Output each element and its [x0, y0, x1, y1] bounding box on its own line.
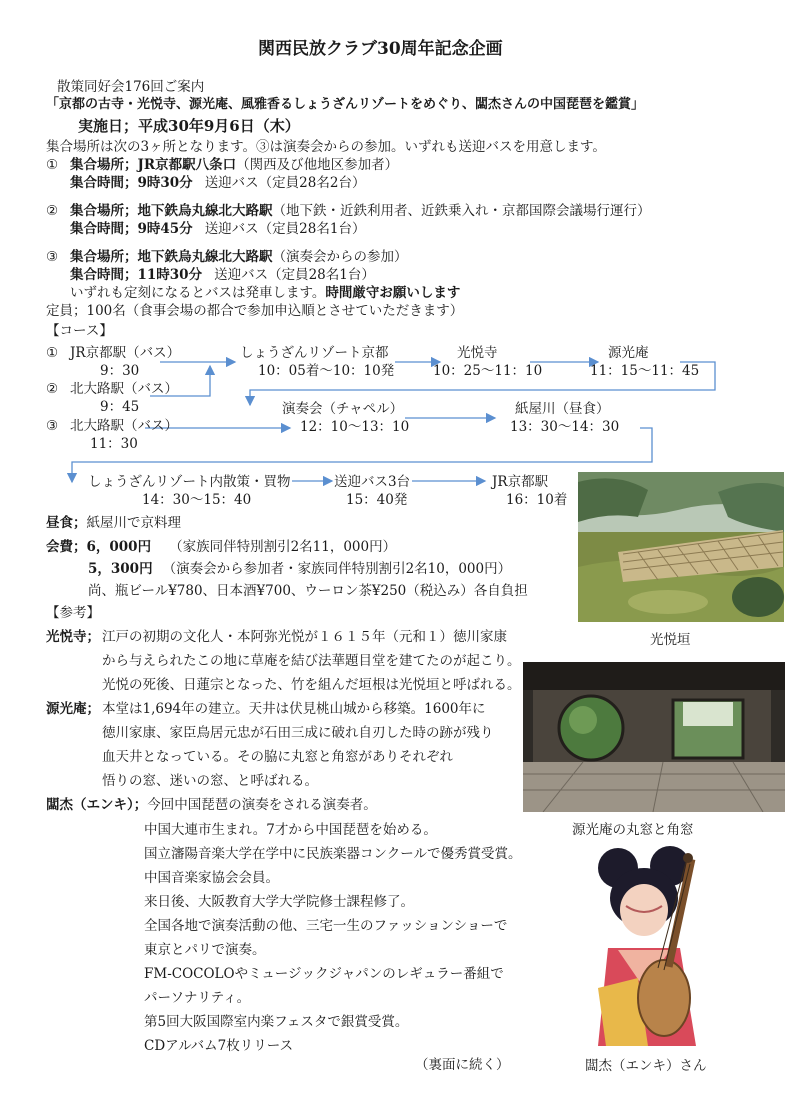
bus-info: 送迎バス（定員28名1台） [204, 221, 366, 237]
enki-portrait-photo [578, 838, 726, 1046]
bus-info: 送迎バス（定員28名1台） [214, 267, 375, 283]
enki-label: 闆杰（エンキ）； [46, 797, 148, 813]
enki-bio-line: FM-COCOLOやミュージックジャパンのレギュラー番組で [144, 966, 504, 982]
stop-kamiyagawa: 紙屋川（昼食） [515, 401, 610, 417]
start-1-label: JR京都駅（バス） [70, 345, 181, 361]
genkoan-line: 本堂は1,694年の建立。天井は伏見桃山城から移築。1600年に [102, 701, 486, 717]
stop-concert: 演奏会（チャペル） [282, 401, 404, 417]
koetsu-fence-caption: 光悦垣 [650, 632, 691, 648]
stop-kamiyagawa-time: 13：30〜14：30 [510, 419, 620, 435]
enki-bio-line: 第5回大阪国際室内楽フェスタで銀賞受賞。 [144, 1014, 409, 1030]
start-1-time: 9：30 [100, 363, 140, 379]
stop-bus-time: 15：40発 [346, 492, 408, 508]
koetsuji-line: 光悦の死後、日蓮宗となった、竹を組んだ垣根は光悦垣と呼ばれる。 [102, 677, 521, 693]
fee-line-2 [88, 560, 511, 578]
capacity-note: 定員；100名（食事会場の都合で参加申込順とさせていただきます） [46, 303, 464, 319]
start-2-number: ② [46, 381, 59, 397]
stop-concert-time: 12：10〜13：10 [300, 419, 410, 435]
start-3-label: 北大路駅（バス） [70, 418, 178, 434]
time-label: 集合時間； [70, 175, 138, 191]
stop-genkoan-time: 11：15〜11：45 [590, 363, 700, 379]
reference-heading: 【参考】 [46, 605, 100, 621]
genkoan-label: 源光庵； [46, 701, 100, 717]
stop-koetsuji-time: 10：25〜11：10 [433, 363, 543, 379]
enki-bio-line: 東京とパリで演奏。 [144, 942, 266, 958]
stop-jr-kyoto: JR京都駅 [492, 474, 549, 490]
enki-bio-line: 中国音楽家協会会員。 [144, 870, 279, 886]
enki-bio-line: パーソナリティ。 [144, 990, 251, 1006]
meeting-time: 9時30分 [137, 175, 193, 191]
fee-amount-1: 6，000円 [86, 539, 152, 555]
koetsu-fence-photo [578, 472, 784, 622]
bus-info: 送迎バス（定員28名2台） [204, 175, 366, 191]
course-heading: 【コース】 [46, 323, 113, 339]
enki-bio-line: 全国各地で演奏活動の他、三宅一生のファッションショーで [144, 918, 508, 934]
meeting-intro: 集合場所は次の3ヶ所となります。③は演奏会からの参加。いずれも送迎バスを用意します。 [46, 139, 606, 155]
place-label: 集合場所； [70, 157, 138, 173]
genkoan-windows-photo [523, 662, 785, 812]
place-note: （地下鉄・近鉄利用者、近鉄乗入れ・京都国際会議場行運行） [272, 203, 651, 219]
page-title: 関西民放クラブ30周年記念企画 [258, 39, 503, 59]
place-label: 集合場所； [70, 203, 138, 219]
lunch-text: 紙屋川で京料理 [86, 515, 181, 531]
enki-intro-line [46, 796, 377, 814]
start-1-number: ① [46, 345, 59, 361]
stop-shozan: しょうざんリゾート京都 [240, 345, 389, 361]
enki-portrait-caption: 闆杰（エンキ）さん [585, 1058, 707, 1074]
start-3-time: 11：30 [90, 436, 138, 452]
enki-bio-line: 国立瀋陽音楽大学在学中に民族楽器コンクールで優秀賞受賞。 [144, 846, 522, 862]
enki-bio-line: 来日後、大阪教育大学大学院修士課程修了。 [144, 894, 414, 910]
time-label: 集合時間； [70, 267, 138, 283]
subtitle-line-1: 散策同好会176回ご案内 [57, 79, 205, 95]
subtitle-line-2: 「京都の古寺・光悦寺、源光庵、風雅香るしょうざんリゾートをめぐり、闆杰さんの中国琵琶を鑑賞」 [46, 97, 645, 112]
place-note: （関西及び他地区参加者） [236, 157, 399, 173]
event-date: 実施日；平成30年9月6日（木） [78, 117, 300, 135]
stop-walk: しょうざんリゾート内散策・買物 [88, 474, 291, 490]
fee-amount-2: 5，300円 [88, 561, 153, 577]
fee-line-3: 尚、瓶ビール¥780、日本酒¥700、ウーロン茶¥250（税込み）各自負担 [88, 583, 528, 599]
koetsuji-line: 江戸の初期の文化人・本阿弥光悦が１６１５年（元和１）徳川家康 [102, 629, 507, 645]
genkoan-line: 徳川家康、家臣鳥居元忠が石田三成に破れ自刃した時の跡が残り [102, 725, 494, 741]
koetsuji-line: から与えられたこの地に草庵を結び法華題目堂を建てたのが起こり。 [102, 653, 521, 669]
punctuality-text: いずれも定刻になるとバスは発車します。 [70, 285, 326, 301]
fee-line-1 [46, 538, 396, 556]
lunch-label: 昼食； [46, 515, 87, 531]
punctuality-emphasis: 時間厳守お願いします [325, 285, 461, 301]
start-2-time: 9：45 [100, 399, 140, 415]
place-label: 集合場所； [70, 249, 138, 265]
genkoan-windows-caption: 源光庵の丸窓と角窓 [572, 822, 694, 838]
genkoan-line: 血天井となっている。その脇に丸窓と角窓がありそれぞれ [102, 749, 453, 765]
start-2-label: 北大路駅（バス） [70, 381, 178, 397]
meeting-number: ② [46, 203, 59, 219]
stop-koetsuji: 光悦寺 [457, 345, 498, 361]
continued-note: （裏面に続く） [415, 1057, 510, 1073]
enki-bio-line: 中国大連市生まれ。7才から中国琵琶を始める。 [144, 822, 437, 838]
meeting-number: ③ [46, 249, 59, 265]
stop-bus: 送迎バス3台 [334, 474, 411, 490]
meeting-time: 9時45分 [137, 221, 193, 237]
stop-jr-kyoto-time: 16：10着 [506, 492, 568, 508]
stop-shozan-time: 10：05着〜10：10発 [258, 363, 395, 379]
place-name: JR京都駅八条口 [137, 157, 237, 173]
place-note: （演奏会からの参加） [272, 249, 408, 265]
time-label: 集合時間； [70, 221, 138, 237]
place-name: 地下鉄烏丸線北大路駅 [137, 249, 273, 265]
koetsuji-label: 光悦寺； [46, 629, 100, 645]
fee-note-2: （演奏会から参加者・家族同伴特別割引2名10，000円） [162, 561, 512, 577]
place-name: 地下鉄烏丸線北大路駅 [137, 203, 273, 219]
meeting-number: ① [46, 157, 59, 173]
enki-bio-line: CDアルバム7枚リリース [144, 1038, 294, 1054]
enki-intro: 今回中国琵琶の演奏をされる演奏者。 [147, 797, 377, 813]
lunch-info [46, 514, 181, 532]
genkoan-line: 悟りの窓、迷いの窓、と呼ばれる。 [102, 773, 318, 789]
meeting-time: 11時30分 [137, 267, 203, 283]
fee-label: 会費； [46, 539, 87, 555]
fee-note-1: （家族同伴特別割引2名11，000円） [169, 539, 397, 555]
stop-walk-time: 14：30〜15：40 [142, 492, 252, 508]
stop-genkoan: 源光庵 [608, 345, 649, 361]
start-3-number: ③ [46, 418, 59, 434]
